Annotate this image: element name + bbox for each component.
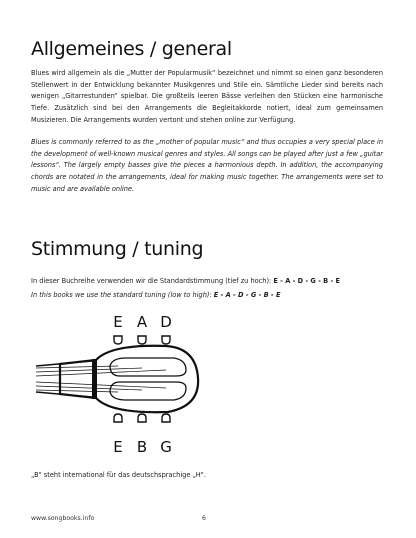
tuning-pegs-bottom xyxy=(114,414,170,422)
note-b-equals-h: „B“ steht international für das deutschsprachige „H“. xyxy=(31,471,206,479)
label-top-e: E xyxy=(113,313,123,331)
tuning-pegs-top xyxy=(114,336,170,344)
tuning-notes-german: E - A - D - G - B - E xyxy=(273,277,341,285)
tuning-line-english xyxy=(31,290,280,300)
tuning-line-german xyxy=(31,276,340,286)
paragraph-english-intro: Blues is commonly referred to as the „mother of popular music“ and thus occupies a very special place in the development of well-known musical genres and styles. All songs can be played after just a few „guitar lessons“. The largely empty basses give the pieces a harmonious depth. In addition, the accompanying chords are notated in the arrangements, ideal for making music together. The arrangements were set to music and are available online. xyxy=(31,138,383,193)
footer-url: www.songbooks.info xyxy=(31,515,95,522)
label-bottom-b: B xyxy=(136,438,148,456)
nut xyxy=(92,359,97,399)
headstock-outline xyxy=(60,346,198,412)
label-bottom-g: G xyxy=(160,438,172,456)
label-top-a: A xyxy=(136,313,148,331)
footer-page-number: 6 xyxy=(202,515,206,522)
guitar-headstock-diagram xyxy=(36,300,206,465)
paragraph-german-intro: Blues wird allgemein als die „Mutter der Popularmusik“ bezeichnet und nimmt so einen ganz besonderen Stellenwert in der Entwicklung bekannter Musikgenres und Stile ein. Sämtliche Lieder sind bereits nach wenigen „Gitarrestunden“ spielbar. Die großteils leeren Bässe verleihen den Stücken eine harmonische Tiefe. Zusätzlich sind bei den Arrangements die Begleitakkorde notiert, ideal zum gemeinsamen Musizieren. Die Arrangements wurden vertont und stehen online zur Verfügung. xyxy=(31,69,383,124)
tuning-text-german: In dieser Buchreihe verwenden wir die Standardstimmung (tief zu hoch): xyxy=(31,277,274,285)
heading-tuning: Stimmung / tuning xyxy=(31,238,204,260)
label-bottom-e: E xyxy=(113,438,123,456)
label-top-d: D xyxy=(160,313,172,331)
tuning-notes-english: E - A - D - G - B - E xyxy=(213,291,281,299)
heading-general: Allgemeines / general xyxy=(31,38,232,60)
tuning-text-english: In this books we use the standard tuning (low to high): xyxy=(31,291,214,299)
